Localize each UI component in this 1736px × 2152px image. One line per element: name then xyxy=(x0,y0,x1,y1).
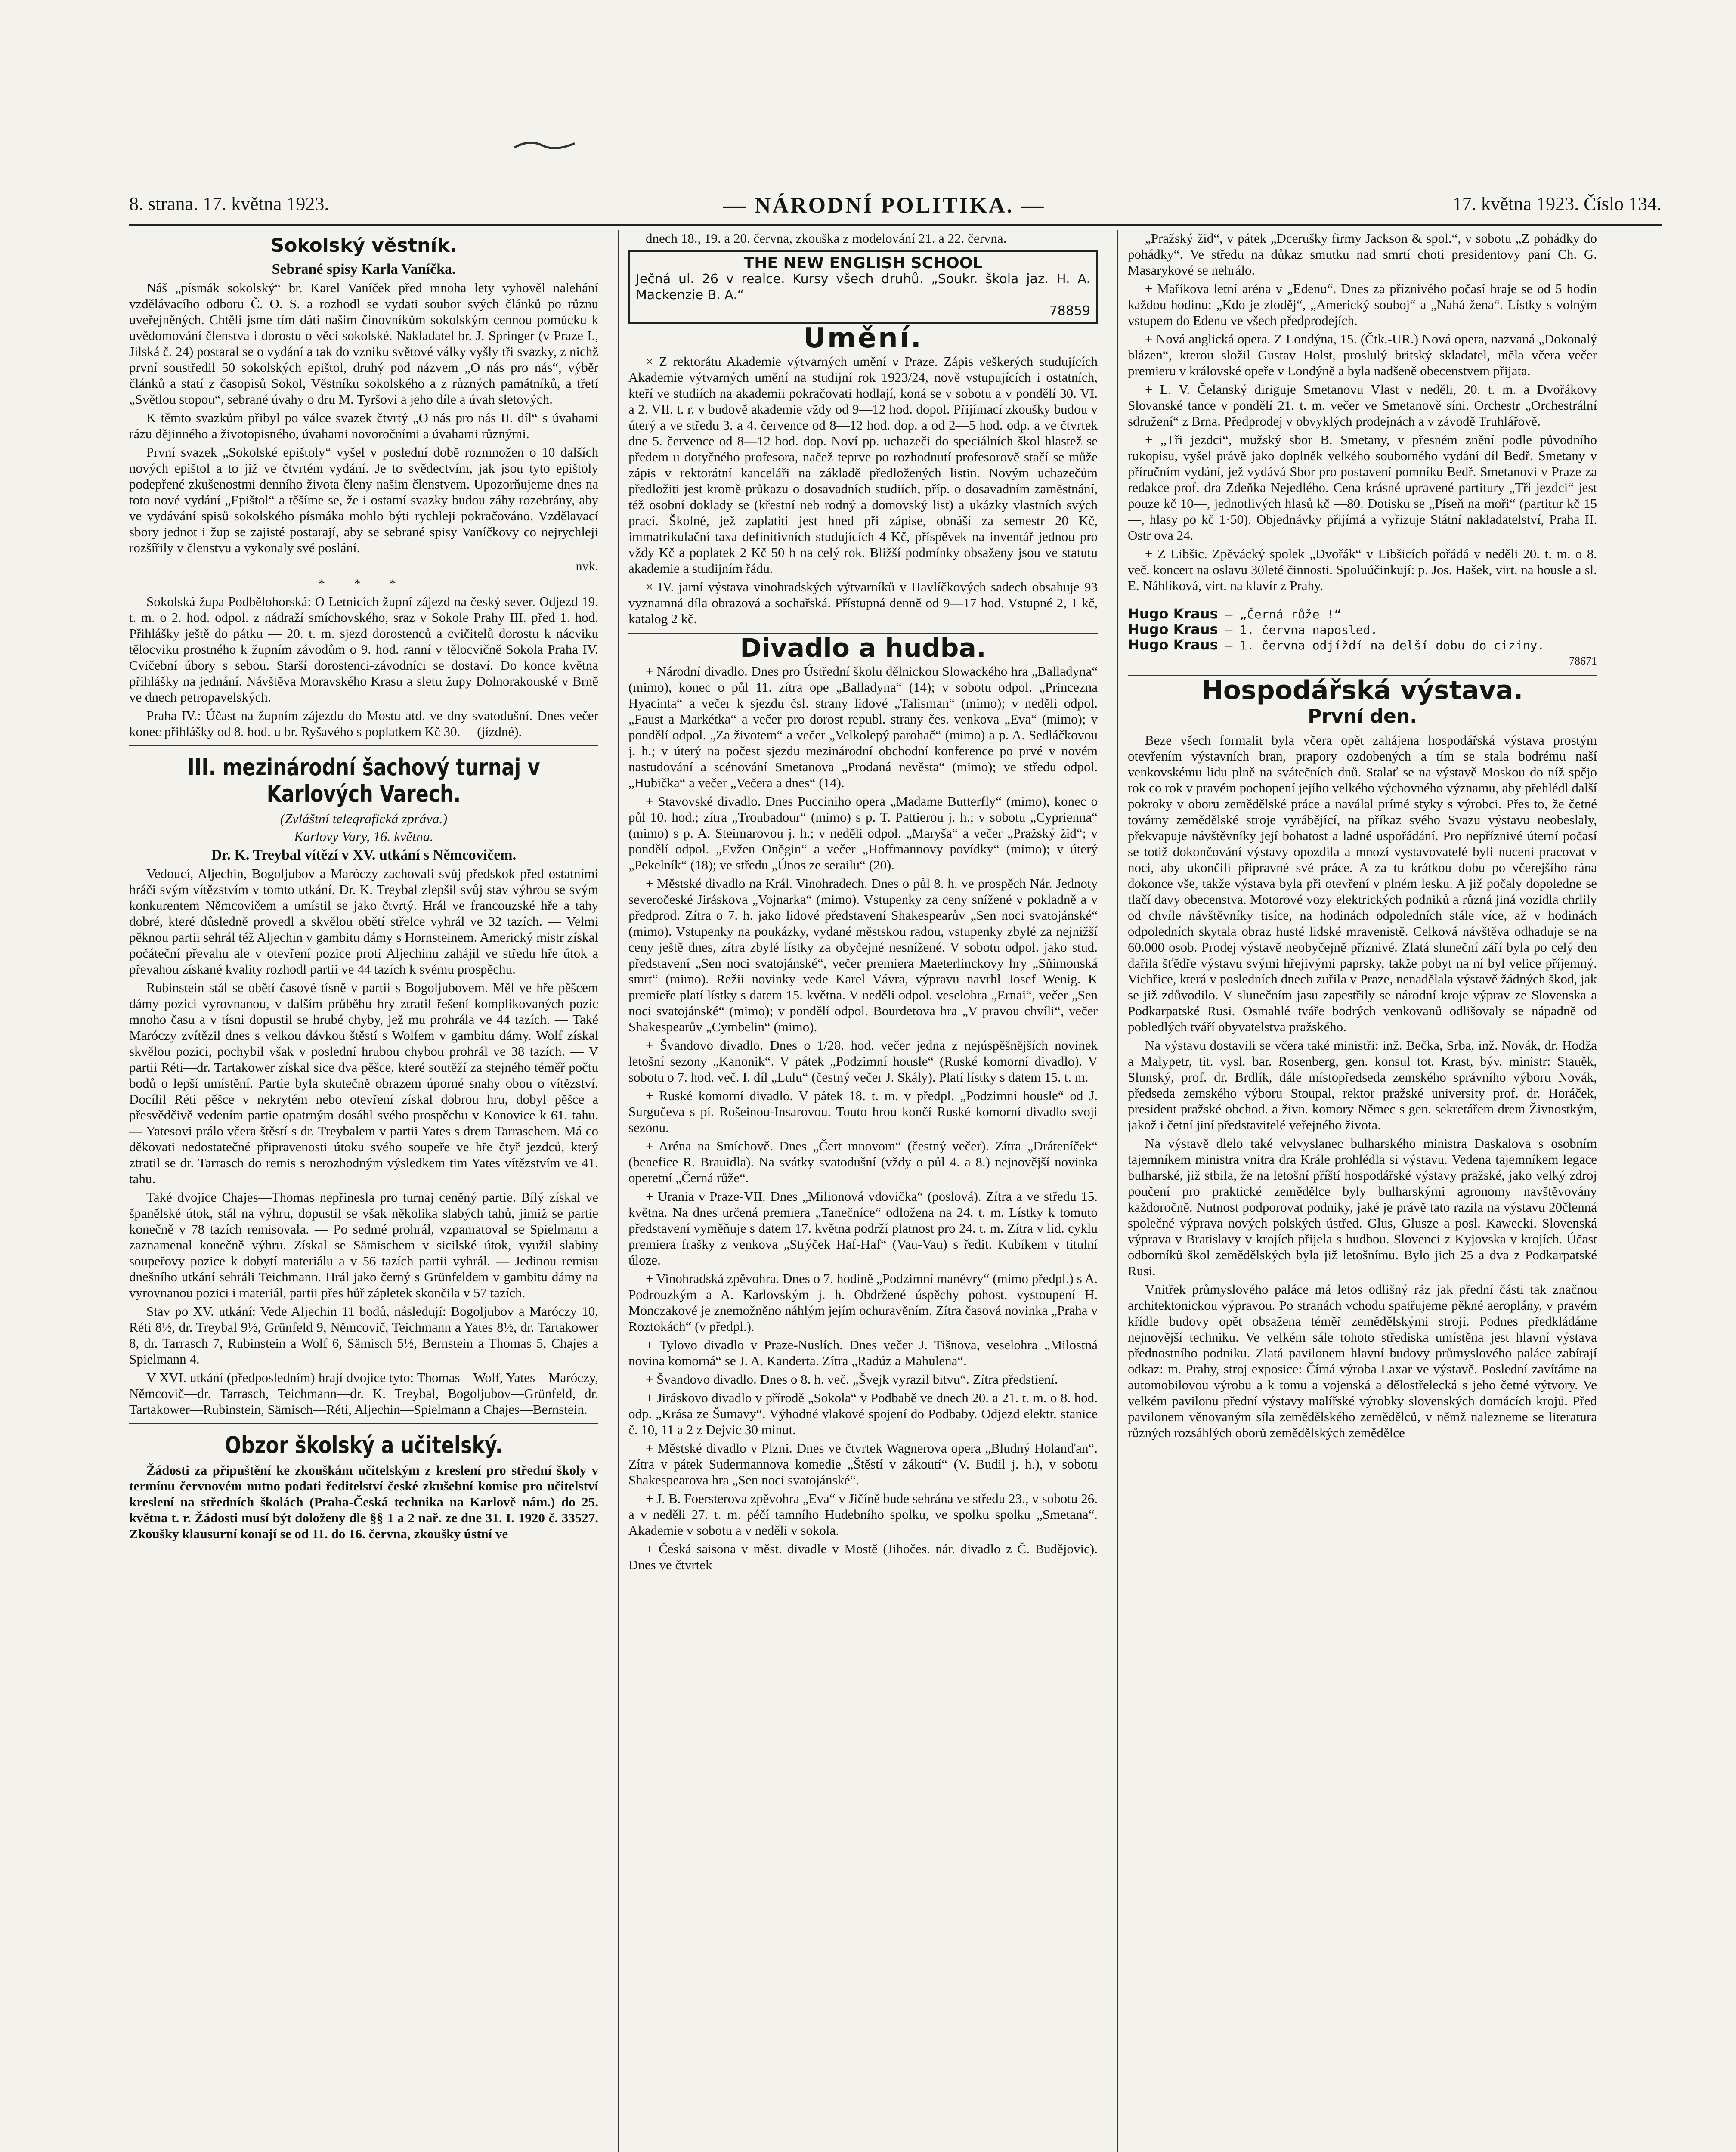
section-heading-school: Obzor školský a učitelský. xyxy=(225,1432,503,1459)
article-paragraph: V XVI. utkání (předposledním) hrají dvojice tyto: Thomas—Wolf, Yates—Maróczy, Němcovič—dr. Tarrasch, Teichmann—dr. K. Treybal, Bogoljubov—Grünfeld, dr. Tartakower—Rubinstein, Sämisch—Réti, Aljechin—Spielmann a Chajes—Bernstein. xyxy=(129,1370,598,1417)
header-date-left: 8. strana. 17. května 1923. xyxy=(129,193,329,214)
article-paragraph: + Aréna na Smíchově. Dnes „Čert mnovom“ (čestný večer). Zítra „Dráteníček“ (benefice R. Brauidla). Na svátky svatodušní (vždy o půl 4. a 8.) nejnovější novinka operetní „Černá růže“. xyxy=(628,1138,1098,1185)
article-paragraph: Žádosti za připuštění ke zkouškám učitelským z kreslení pro střední školy v termínu červnovém nutno podati ředitelství české zkušební komise pro učitelství kreslení na středních školách (Praha-Česká technika na Karlově nám.) do 25. května t. r. Žádosti musí být doloženy dle §§ 1 a 2 nař. ze dne 31. I. 1920 č. 33527. Zkoušky klausurní konají se od 11. do 16. června, zkoušky ústní ve xyxy=(129,1462,598,1541)
article-paragraph: Stav po XV. utkání: Vede Aljechin 11 bodů, následují: Bogoljubov a Maróczy 10, Réti 8½, dr. Treybal 9½, Grünfeld 9, Němcovič, Teichmann a Yates 8½, dr. Tartakower 8, dr. Tarrasch 7, Rubinstein a Wolf 6, Sämisch 5½, Bernstein a Thomas 5, Chajes a Spielmann 4. xyxy=(129,1304,598,1367)
article-paragraph: + Urania v Praze-VII. Dnes „Milionová vdovička“ (poslová). Zítra a ve středu 15. května. Na dnes určená premiera „Tanečníce“ odložena na 24. t. m. Lístky k tomuto představení vyměňuje s datem 17. května podrží platnost pro 24. t. m. Zítra v lid. cyklu premiera frašky z venkova „Strýček Haf-Haf“ (Vau-Vau) s ředit. Kubíkem v titulní úloze. xyxy=(628,1189,1098,1268)
section-heading-art: Umění. xyxy=(803,322,923,354)
article-paragraph: + Městské divadlo v Plzni. Dnes ve čtvrtek Wagnerova opera „Bludný Holanďan“. Zítra v pátek Sudermannova komedie „Štěstí v zákoutí“ (V. Budil j. h.), v sobotu Shakespearova hra „Sen noci svatojánské“. xyxy=(628,1441,1098,1487)
article-subheading: Dr. K. Treybal vítězí v XV. utkání s Němcovičem. xyxy=(211,847,517,863)
article-paragraph: dnech 18., 19. a 20. června, zkouška z modelování 21. a 22. června. xyxy=(646,231,1007,246)
section-heading-theatre: Divadlo a hudba. xyxy=(740,633,986,663)
article-paragraph: + „Tři jezdci“, mužský sbor B. Smetany, v přesném znění podle původního rukopisu, vyšel právě jako doplněk velkého souborného vydání díl Bedř. Smetany v příručním vydání, jež vydává Sbor pro postavení pomníku Bedř. Smetanovi v Praze za redakce prof. dra Zdeňka Nejedlého. Cena krásné upravené partitury „Tři jezdci“ jest pouze kč 10—, jednotlivých hlasů kč —80. Dotisku se „Píseň na moři“ (partitur kč 15—, hlasy po kč 1·50). Objednávky přijímá a vyřizuje Státní nakladatelství, Praha II. Ostr ova 24. xyxy=(1128,432,1597,543)
article-dateline: Karlovy Vary, 16. května. xyxy=(294,829,433,844)
article-note: (Zvláštní telegrafická zpráva.) xyxy=(280,811,448,826)
section-divider xyxy=(129,745,598,746)
column-1 xyxy=(129,230,598,2152)
article-paragraph: + Národní divadlo. Dnes pro Ústřední školu dělnickou Slowackého hra „Balladyna“ (mimo), konec o půl 11. zítra ope „Balladyna“ (14); v sobotu odpol. „Princezna Hyacinta“ a večer k sjezdu čsl. strany lidové „Talisman“ (mimo); v neděli odpol. „Faust a Markétka“ a večer pro dorost republ. strany čes. venkova „Eva“ (mimo); v pondělí odpol. „Za životem“ a večer „Velkolepý parohač“ (mimo) a p. A. Sedláčkovou j. h.; v úterý na počest sjezdu mezinárodní obchodní konference po prvé v novém nastudování a scénování Smetanova „Prodaná nevěsta“ (mimo); ve středu odpol. „Hubička“ a večer „Večera a dnes“ (14). xyxy=(628,664,1098,790)
article-paragraph: Praha IV.: Účast na župním zájezdu do Mostu atd. ve dny svatodušní. Dnes večer konec přihlášky od 8. hod. u br. Ryšavého s poplatkem Kč 30.— (jízdné). xyxy=(129,708,598,739)
section-heading-exhibition: Hospodářská výstava. xyxy=(1201,675,1523,705)
article-paragraph: Vnitřek průmyslového paláce má letos odlišný ráz jak přední části tak značnou architektonickou výpravou. Po stranách vchodu spatřujeme pěkné aeroplány, v pravém křídle budovy opět obsažena téměř zemědělskými stroji. Podnes předkládáme nejnovější techniku. Ve velkém sále tohoto střediska umístěna jest hlavní výstava přednostního podniku. Zlatá pavilonem hlavní budovy průmyslového paláce zabírají odkaz: m. Prahy, stroj exposice: Čímá výroba Laxar ve výstavě. Poslední zavítáme na automobilovou výrobu a k tomu a vojenská a dělostřelecká s jeho četné výtvory. Ve velkém pavilonu přední výstavy malířské výrobky slovenských domácích krojů. Před pavilonem věnovaným síla zemědělského zemědělců, v němž nalezneme se literatura různých rozsáhlých oborů zemědělských zemědělce xyxy=(1128,1282,1597,1440)
column-divider xyxy=(618,230,619,2152)
article-paragraph: „Pražský žid“, v pátek „Dcerušky firmy Jackson & spol.“, v sobotu „Z pohádky do pohádky“. Ve středu na důkaz smutku nad smrtí choti presidentovy paní Ch. G. Masarykové se nehrálo. xyxy=(1128,231,1597,278)
column-divider xyxy=(1117,230,1118,2152)
article-paragraph: K těmto svazkům přibyl po válce svazek čtvrtý „O nás pro nás II. díl“ s úvahami rázu dějinného a životopisného, úvahami novoročními a úvahami různými. xyxy=(129,410,598,441)
article-paragraph: Na výstavu dostavili se včera také ministři: inž. Bečka, Srba, inž. Novák, dr. Hodža a Malypetr, tit. vysl. bar. Rosenberg, gen. konsul tot. Krast, býv. ministr: Stauěk, Slunský, prof. dr. Brdlík, dále místopředseda zemského správního výboru Novák, předseda zemského výboru Stoupal, rektor pražské university prof. dr. Horáček, president pražské obchod. a živn. komory Němec s gen. sekretářem drem Živnostkým, jakož i četní jiní představitelé veřejného života. xyxy=(1128,1038,1597,1132)
column-2 xyxy=(628,230,1098,2152)
article-paragraph: × Z rektorátu Akademie výtvarných umění v Praze. Zápis veškerých studujících Akademie výtvarných umění na studijní rok 1923/24, nově vstupujících i ostatních, kteří ve studiích na akademii pokračovati hodlají, koná se v sobotu a v pondělí 30. VI. a 2. VII. t. r. v budově akademie vždy od 9—12 hod. dopol. Přijímací zkoušky budou v úterý a ve středu 3. a 4. července od 8—12 hod. dop. a od 2—5 hod. odp. a ve čtvrtek dne 5. července od 8—12 hod. dop. Noví pp. uchazeči do speciálních škol hlastež se předem u dotyčného profesora, načež teprve po rozhodnutí profesorově stačí se může zápis v rektorátní kanceláři na základě předložených listin. Novým uchazečům předložiti jest kromě průkazu o dosavadních studiích, příp. o dosavadním zaměstnání, též osobní doklady se (křestní neb rodný a domovský list) a ukázky vlastních svých prací. Školné, jež zaplatiti jest hned při zápise, obnáší za semestr 20 Kč, immatrikulační taxa definitivních studujících 4 Kč, příspěvek na inventář jednou pro vždy Kč a poplatek 2 Kč 50 h na celý rok. Bližší podmínky obsaženy jsou ve statutu akademie a studijním řádu. xyxy=(628,354,1098,576)
article-paragraph: Sokolská župa Podbělohorská: O Letnicích župní zájezd na český sever. Odjezd 19. t. m. o 2. hod. odpol. z nádraží smíchovského, sraz v Sokole Prahy III. před 1. hod. Přihlášky ještě do pátku — 20. t. m. sjezd dorostenců a cvičitelů dorostu k nácviku tělocviku prostného k župním závodům o 9. hod. ranní v tělocvičně Sokola Praha IV. Cvičební úbory s sebou. Starší dorostenci-závodníci se dostaví. Do konce května přihlášky na jednání. Návštěva Moravského Krasu a sletu župy Dolnorakouské v Brně ve dnech petropavelských. xyxy=(129,594,598,705)
article-paragraph: Rubinstein stál se obětí časové tísně v partii s Bogoljubovem. Měl ve hře pěšcem dámy pozici vyrovnanou, v dalším průběhu hry ztratil řešení komplikovaných pozic mnoho času a v tísni dopustil se hrubé chyby, jež mu prohrála ve 44 tazích. — Také Maróczy zvítězil dnes s velkou dávkou štěstí s Wolfem v gambitu dámy. Wolf získal skvělou pozici, pochybil však v poslední hrubou chybou prohrál ve 38 tazích. — V partii Réti—dr. Tartakower získal sice dva pěšce, které soutěží za stejného téměř počtu bodů o lepší umístění. Partie byla skutečně obrazem úporné snahy obou o vítězství. Docílil Réti pěšce v nekrytém nebo otevření získal dobrou hru, dobyl pěšce a přesvědčivě vedením partie opatrným dosáhl svého prospěchu v Konovice k 61. tahu. — Yatesovi prálo včera štěstí s dr. Treybalem v partii Yates s drem Tarraschem. Má co děkovati nedostatečné připravenosti útoku svého soupeře ve hře čtyř jezdců, který ztratil se dr. Tarrasch do remis s nerozhodným výsledkem tim Yates vítězstvím ve 41. tahu. xyxy=(129,980,598,1186)
article-paragraph: + Tylovo divadlo v Praze-Nuslích. Dnes večer J. Tišnova, veselohra „Milostná novina komorná“ se J. A. Kanderta. Zítra „Radúz a Mahulena“. xyxy=(628,1337,1098,1368)
article-paragraph: Vedoucí, Aljechin, Bogoljubov a Maróczy zachovali svůj předskok před ostatními hráči svým vítězstvím v tomto utkání. Dr. K. Treybal zlepšil svůj stav výhrou se svým konkurentem Němcovičem a umístil se jako čtvrtý. Hrál ve francouzské hře a tahy dobré, které důsledně provedl a skvělou obětí střelce vyhrál ve 32 tazích. — Velmi pěknou partii sehrál též Aljechin v gambitu dámy s Hornsteinem. Americký mistr získal počáteční převahu ale v otevření pozice proti Aljechinu zahájil ve středu hře útok a převahou získané kvality rozhodl partii ve 44 tazích k svému prospěchu. xyxy=(129,866,598,977)
article-paragraph: Na výstavě dlelo také velvyslanec bulharského ministra Daskalova s osobním tajemníkem ministra vnitra dra Krále prohlédla si výstavu. Vedena tajemníkem legace bulharské, již stbila, že na letošní příští hospodářské výstavy pražské, jako velký zdroj poučení pro praktické zemědělce byly bulharskými agronomy navštěvovány každoročně. Nutnost podporovat podniky, jaké je právě tato razila na výstavu 20členná společné výprava nových polských ústřed. Glus, Glusze a posl. Kawecki. Slovenská výprava v Bratislavy v krojích přijela s hudbou. Slovenci z Kyjovska v krojích. Účast odborníků škol zemědělských byla již letošnímu. Bylo jich 25 a dva z Podkarpatské Rusi. xyxy=(1128,1136,1597,1278)
article-signature: nvk. xyxy=(576,559,598,573)
article-paragraph: První svazek „Sokolské epištoly“ vyšel v poslední době rozmnožen o 10 dalších nových epištol a to již ve čtvrtém vydání. Je to svědectvím, jak jsou tyto epištoly podepřené zkušenostmi denního života členy našim členstvem. Upozorňujeme dnes na toto nové vydání „Epištol“ a těšíme se, že i ostatní svazky budou záhy rozebrány, aby ve vydávání spisů sokolského písmáka mohlo býti rychleji pokračováno. Vzdělavací sbory jednot i žup se zajisté postarají, aby se sebrané spisy Vaníčkovy co nejrychleji rozšířily v členstvu a vykonaly své poslání. xyxy=(129,445,598,555)
newspaper-title: — NÁRODNÍ POLITIKA. — xyxy=(723,193,1046,218)
section-heading-sokol: Sokolský věstník. xyxy=(270,235,457,257)
article-paragraph: + J. B. Foersterova zpěvohra „Eva“ v Jičíně bude sehrána ve středu 23., v sobotu 26. a v neděli 27. t. m. péčí tamního Hudebního spolku, ve spolku spolku „Smetana“. Akademie v sobotu a v neděli v sokola. xyxy=(628,1491,1098,1538)
section-divider xyxy=(129,1423,598,1424)
header-issue-right: 17. května 1923. Číslo 134. xyxy=(1452,193,1662,214)
advertisement-box xyxy=(628,250,1098,324)
article-paragraph: + Švandovo divadlo. Dnes o 8. h. več. „Švejk vyrazil bitvu“. Zítra předstiení. xyxy=(646,1372,1058,1387)
ad-title: THE NEW ENGLISH SCHOOL xyxy=(743,254,983,272)
header-rule xyxy=(129,224,1662,226)
hugo-kraus-ad xyxy=(1128,606,1597,669)
article-paragraph: + Městské divadlo na Král. Vinohradech. Dnes o půl 8. h. ve prospěch Nár. Jednoty severočeské Jiráskova „Vojnarka“ (mimo). Vstupenky za ceny snížené v pokladně a v předprod. Zítra o 7. h. jako lidové představení Shakespearův „Sen noci svatojánské“ (mimo). Vstupenky na poukázky, vydané městskou radou, vstupenky zbylé za nejnižší ceny ještě dnes, zítra zbylé lístky za obyčejné nesnížené. V sobotu odpol. jako stud. představení „Sen noci svatojánské“, večer premiera Maeterlinckovy hry „Sňimonská smrt“ (mimo). Režii novinky vede Karel Vávra, výpravu navrhl Josef Wenig. K premieře platí lístky s datem 15. května. V neděli odpol. veselohra „Ernai“, večer „Sen noci svatojánské“ (mimo); v pondělí odpol. Bourdetova hra „V pravou chvíli“, večer Shakespearův „Cymbelin“ (mimo). xyxy=(628,876,1098,1034)
ad-code: 78671 xyxy=(1569,655,1597,667)
article-paragraph: + Z Libšic. Zpěvácký spolek „Dvořák“ v Libšicích pořádá v neděli 20. t. m. o 8. več. koncert na oslavu 30leté činnosti. Spoluúčinkují: p. Jos. Hašek, virt. na housle a sl. E. Náhlíková, virt. na klavír z Prahy. xyxy=(1128,546,1597,593)
ad-body: Ječná ul. 26 v realce. Kursy všech druhů. „Soukr. škola jaz. H. A. Mackenzie B. A.“ xyxy=(636,272,1090,303)
article-paragraph: Beze všech formalit byla včera opět zahájena hospodářská výstava prostým otevřením výstavních bran, prapory ozdobených a tím se stala bodrému naší venkovskému lidu plně na svátečních dnů. Stalať se na výstavě Moskou do níž spějo rok co rok v pravém pochopení jejího velkého výchovného významu, aby přehlédl další pokroky v oboru zemědělské práce a naválal prímé styky s výrobci. Přes to, že četné továrny zemědělské stroje vyrábějící, na příkaz svého Svazu výstavu neobeslaly, překvapuje návštěvníky její bohatost a ladné uspořádání. Pro nepříznivé úterní počasí se totiž dokončování výstavy opozdila a mnozí vystavovatelé byli nuceni pracovat v noci, aby ukončili připravné své práce. A za tu krátkou dobu po včerejšího rána dokonce vše, takže výstava byla při otevření v plném lesku. A již počaly dopoledne se tlačí davy obecenstva. Motorové vozy elektrických podniků a různá jiná vozidla chrlily od chvíle návštěvníky tisíce, na hodinách odpoledních stále více, až v hodinách odpoledních skytala obraz husté lidské mravenistě. Celková návštěva odhaduje se na 60.000 osob. Prodej výstavě neobyčejně příznivé. Zlatá sluneční září byla po celý den dařila šťědře výstavu svými hřejivými paprsky, takže pobyt na ní byl velice příjemný. Vichřice, která v posledních dnech zuřila v Praze, nenadělala výstavě žádných škod, jak se již zdůvodilo. V slunečním jasu zapestřily se národní kroje výprav ze Slovenska a Podkarpatské Rusi. Osmahlé tváře bodrých venkovanů odlišovaly se nápadně od pobledlých tváří obyvatelstva pražského. xyxy=(1128,733,1597,1034)
article-paragraph: + Jiráskovo divadlo v přírodě „Sokola“ v Podbabě ve dnech 20. a 21. t. m. o 8. hod. odp. „Krása ze Šumavy“. Výhodné vlakové spojení do Podbaby. Odjezd elektr. stanice č. 10, 11 a 2 z Dejvic 30 minut. xyxy=(628,1390,1098,1437)
ad-line: Hugo Kraus — 1. června odjíždí na delší dobu do ciziny. xyxy=(1128,637,1545,653)
article-paragraph: + L. V. Čelanský diriguje Smetanovu Vlast v neděli, 20. t. m. a Dvořákovy Slovanské tance v pondělí 21. t. m. večer ve Smetanově síni. Orchestr „Orchestrální sdružení“ z Brna. Předprodej v obvyklých prodejnách a v závodě Truhlářově. xyxy=(1128,382,1597,429)
article-paragraph: + Vinohradská zpěvohra. Dnes o 7. hodině „Podzimní manévry“ (mimo předpl.) s A. Podrouzkým a A. Karlovským j. h. Obdržené úspěchy pohost. vystoupení H. Monczakové je znemožněno náhlým jejím ochuravěním. Zítra časová novinka „Praha v Roztokách“ (v předpl.). xyxy=(628,1271,1098,1334)
ad-line: Hugo Kraus — „Černá růže !“ xyxy=(1128,606,1342,622)
scan-mark-icon xyxy=(512,137,577,154)
article-subheading: Sebrané spisy Karla Vaníčka. xyxy=(272,261,456,277)
article-paragraph: + Stavovské divadlo. Dnes Pucciniho opera „Madame Butterfly“ (mimo), konec o půl 10. hod.; zítra „Troubadour“ (mimo) s p. T. Pattierou j. h.; v sobotu „Cyprienna“ (mimo) s p. A. Steimarovou j. h.; v neděli odpol. „Maryša“ a večer „Pražský žid“; v pondělí odpol. „Evžen Oněgin“ a večer „Hoffmannovy povídky“ (mimo); v úterý „Pekelník“ (18); ve středu „Únos ze serailu“ (20). xyxy=(628,794,1098,872)
ad-line: Hugo Kraus — 1. června naposled. xyxy=(1128,621,1378,637)
article-paragraph: + Ruské komorní divadlo. V pátek 18. t. m. v předpl. „Podzimní housle“ od J. Surgučeva s pí. Rošeinou-Insarovou. Touto hrou končí Ruské komorní divadlo svoji sezonu. xyxy=(628,1088,1098,1135)
article-paragraph: + Česká saisona v měst. divadle v Mostě (Jihočes. nár. divadlo z Č. Budějovic). Dnes ve čtvrtek xyxy=(628,1541,1098,1572)
column-3 xyxy=(1128,230,1597,2152)
article-paragraph: Náš „písmák sokolský“ br. Karel Vaníček před mnoha lety vyhověl nalehání vzdělávacího odboru Č. O. S. a rozhodl se vydati soubor svých článků po různu uveřejněných. Chtěli jsme tím dáti našim činovníkům sokolským cennou pomůcku k uvědomování členstva i dorostu o věci sokolské. Nakladatel br. J. Springer (v Praze I., Jilská č. 24) postaral se o vydání a tak do vzniku světové války vyšly tři svazky, z nichž první soustředil 50 sokolských epištol, druhý pod názvem „O nás pro nás“, výběr článků a statí z časopisů Sokol, Věstníku sokolského a z různých památníků, a třetí „Světlou stopou“, sebrané úvahy o dru M. Tyršovi a jeho díle a úvah sletových. xyxy=(129,280,598,407)
article-paragraph: + Maříkova letní aréna v „Edenu“. Dnes za příznivého počasí hraje se od 5 hodin každou hodinu: „Kdo je zloděj“, „Americký souboj“ a „Nahá žena“. Lístky s volným vstupem do Edenu ve všech předprodejích. xyxy=(1128,281,1597,328)
article-subheading: První den. xyxy=(1308,705,1417,727)
separator-stars: * * * xyxy=(319,577,409,591)
article-paragraph: Také dvojice Chajes—Thomas nepřinesla pro turnaj ceněný partie. Bílý získal ve španělské útok, stál na výhru, dopustil se však několika slabých tahů, jimiž se partie konečně v 78 tazích remisovala. — Po sedmé prohrál, vzpamatoval se Spielmann a zaznamenal konečně výhru. Získal se Sämischem v sicilské útok, využil slabiny soupeřovy pozice k dobytí materiálu a v 56 tazích partii vyhrál. — Jedinou remisu dnešního utkání sehráli Teichmann. Hrál jako černý s Grünfeldem v gambitu dámy na vyrovnanou pozici i materiál, partii přes hůř zápletek skončila v 57 tazích. xyxy=(129,1190,598,1300)
article-paragraph: + Švandovo divadlo. Dnes o 1/28. hod. večer jedna z nejúspěšnějších novinek letošní sezony „Kanonik“. V pátek „Podzimní housle“ (Ruské komorní divadlo). V sobotu o 7. hod. več. I. díl „Lulu“ (čestný večer J. Skály). Platí lístky s datem 15. t. m. xyxy=(628,1038,1098,1085)
article-paragraph: + Nová anglická opera. Z Londýna, 15. (Čtk.-UR.) Nová opera, nazvaná „Dokonalý blázen“, kterou složil Gustav Holst, proslulý britský skladatel, měla včera večer premieru v královské opeře v Londýně a byla nadšeně obecenstvem přijata. xyxy=(1128,331,1597,378)
page-header xyxy=(129,193,1662,227)
article-paragraph: × IV. jarní výstava vinohradských výtvarníků v Havlíčkových sadech obsahuje 93 vyznamná díla obrazová a sochařská. Přístupná denně od 9—17 hod. Vstupné 2, 1 kč, katalog 2 kč. xyxy=(628,579,1098,626)
ad-code: 78859 xyxy=(1049,303,1090,318)
section-heading-chess: III. mezinárodní šachový turnaj v Karlových Varech. xyxy=(187,754,540,807)
